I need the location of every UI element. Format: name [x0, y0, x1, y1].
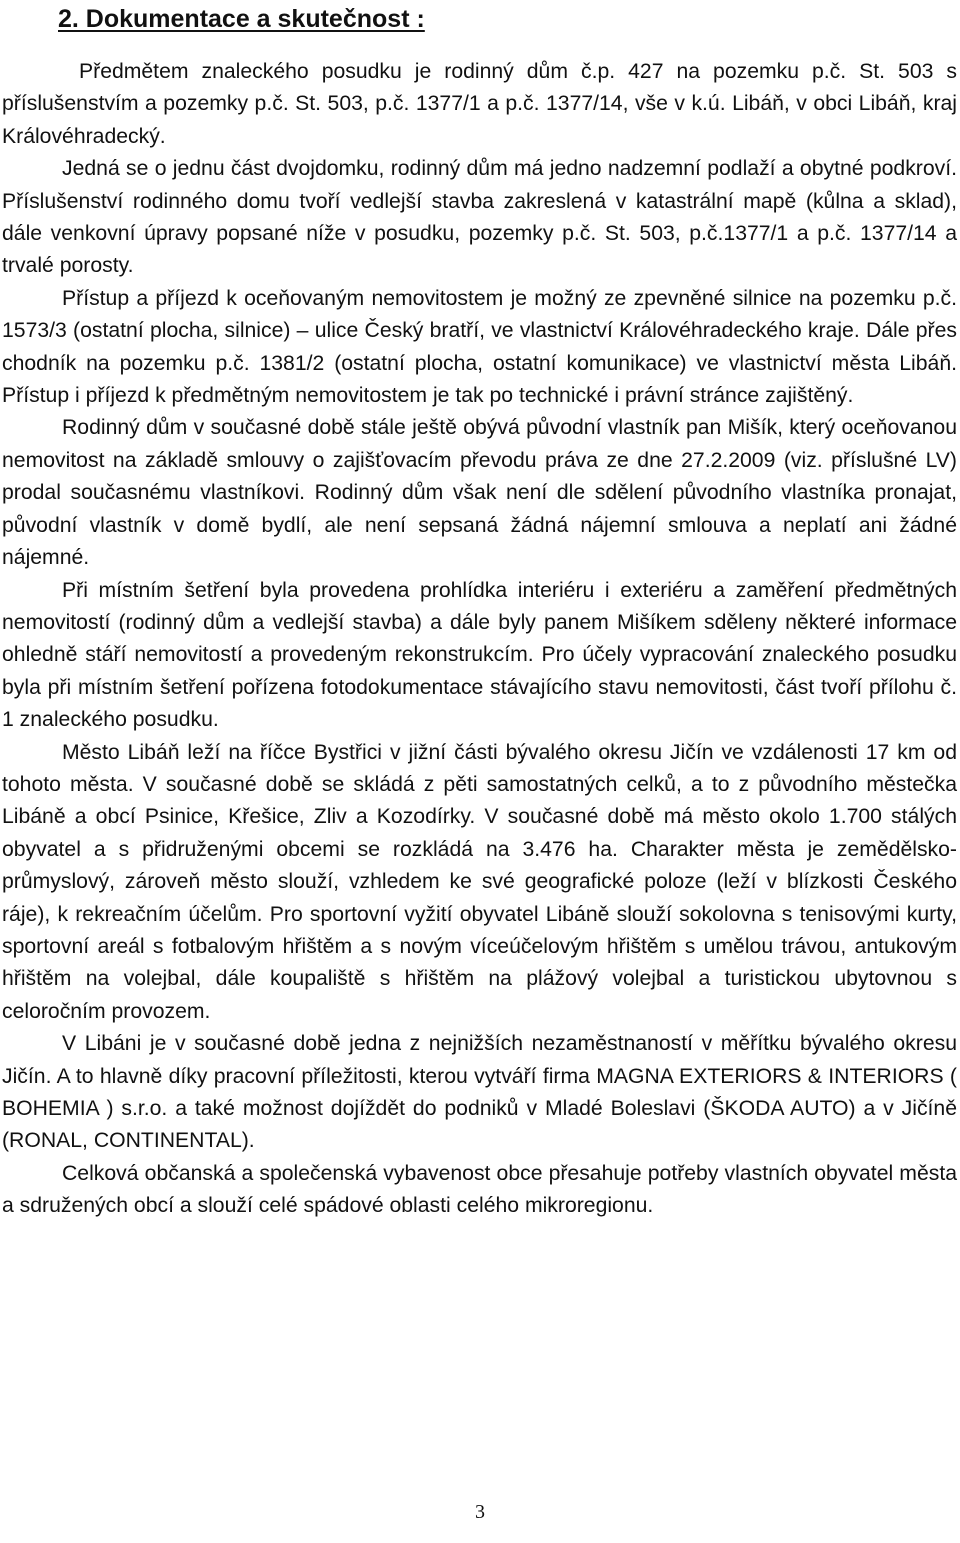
- paragraph-house-description: Jedná se o jednu část dvojdomku, rodinný dům má jedno nadzemní podlaží a obytné podkroví. Příslušenství rodinného domu tvoří vedlejší stavba zakreslená v katastrální mapě (kůlna a sklad), dále venkovní úpravy popsané níže v posudku, pozemky p.č. St. 503, p.č.1377/1 a p.č. 1377/14 a trvalé porosty.: [2, 157, 957, 278]
- paragraph-amenities: Celková občanská a společenská vybavenost obce přesahuje potřeby vlastních obyvatel města a sdružených obcí a slouží celé spádové oblasti celého mikroregionu.: [2, 1161, 957, 1218]
- paragraph-inspection: Při místním šetření byla provedena prohlídka interiéru i exteriéru a zaměření předmětných nemovitostí (rodinný dům a vedlejší stavba) a dále byly panem Mišíkem sděleny některé informace ohledně stáří nemovitostí a provedeným rekonstrukcím. Pro účely vypracování znaleckého posudku byla při místním šetření pořízena fotodokumentace stávajícího stavu nemovitosti, část tvoří přílohu č. 1 znaleckého posudku.: [2, 578, 957, 732]
- paragraph-town-description: Město Libáň leží na říčce Bystřici v jižní části bývalého okresu Jičín ve vzdálenosti 17 km od tohoto města. V současné době se skládá z pěti samostatných celků, a to z původního městečka Libáně a obcí Psinice, Křešice, Zliv a Kozodírky. V současné době má město okolo 1.700 stálých obyvatel a s přidruženými obcemi se rozkládá na 3.476 ha. Charakter města je zemědělsko-průmyslový, zároveň město slouží, vzhledem ke své geografické poloze (leží v blízkosti Českého ráje), k rekreačním účelům. Pro sportovní vyžití obyvatel Libáně slouží sokolovna s tenisovými kurty, sportovní areál s fotbalovým hřištěm a s novým víceúčelovým hřištěm s umělou trávou, antukovým hřištěm na volejbal, dále koupaliště s hřištěm na plážový volejbal a turistickou ubytovnou s celoročním provozem.: [2, 740, 957, 1023]
- body-text: [2, 56, 957, 1223]
- paragraph-subject: Předmětem znaleckého posudku je rodinný dům č.p. 427 na pozemku p.č. St. 503 s příslušenstvím a pozemky p.č. St. 503, p.č. 1377/1 a p.č. 1377/14, vše v k.ú. Libáň, v obci Libáň, kraj Královéhradecký.: [2, 60, 957, 148]
- paragraph-occupancy: Rodinný dům v současné době stále ještě obývá původní vlastník pan Mišík, který oceňovanou nemovitost na základě smlouvy o zajišťovacím převodu práva ze dne 27.2.2009 (viz. příslušné LV) prodal současnému vlastníkovi. Rodinný dům však není dle sdělení původního vlastníka pronajat, původní vlastník v domě bydlí, ale není sepsaná žádná nájemní smlouva a neplatí ani žádné nájemné.: [2, 416, 957, 570]
- paragraph-access: Přístup a příjezd k oceňovaným nemovitostem je možný ze zpevněné silnice na pozemku p.č. 1573/3 (ostatní plocha, silnice) – ulice Český bratří, ve vlastnictví Královéhradeckého kraje. Dále přes chodník na pozemku p.č. 1381/2 (ostatní plocha, ostatní komunikace) ve vlastnictví města Libáň. Přístup i příjezd k předmětným nemovitostem je tak po technické i právní stránce zajištěný.: [2, 286, 957, 408]
- paragraph-employment: V Libáni je v současné době jedna z nejnižších nezaměstnaností v měřítku bývalého okresu Jičín. A to hlavně díky pracovní příležitosti, kterou vytváří firma MAGNA EXTERIORS & INTERIORS ( BOHEMIA ) s.r.o. a také možnost dojíždět do podniků v Mladé Boleslavi (ŠKODA AUTO) a v Jičíně (RONAL, CONTINENTAL).: [2, 1032, 957, 1153]
- section-heading: 2. Dokumentace a skutečnost :: [58, 5, 425, 33]
- page-number: 3: [475, 1501, 485, 1523]
